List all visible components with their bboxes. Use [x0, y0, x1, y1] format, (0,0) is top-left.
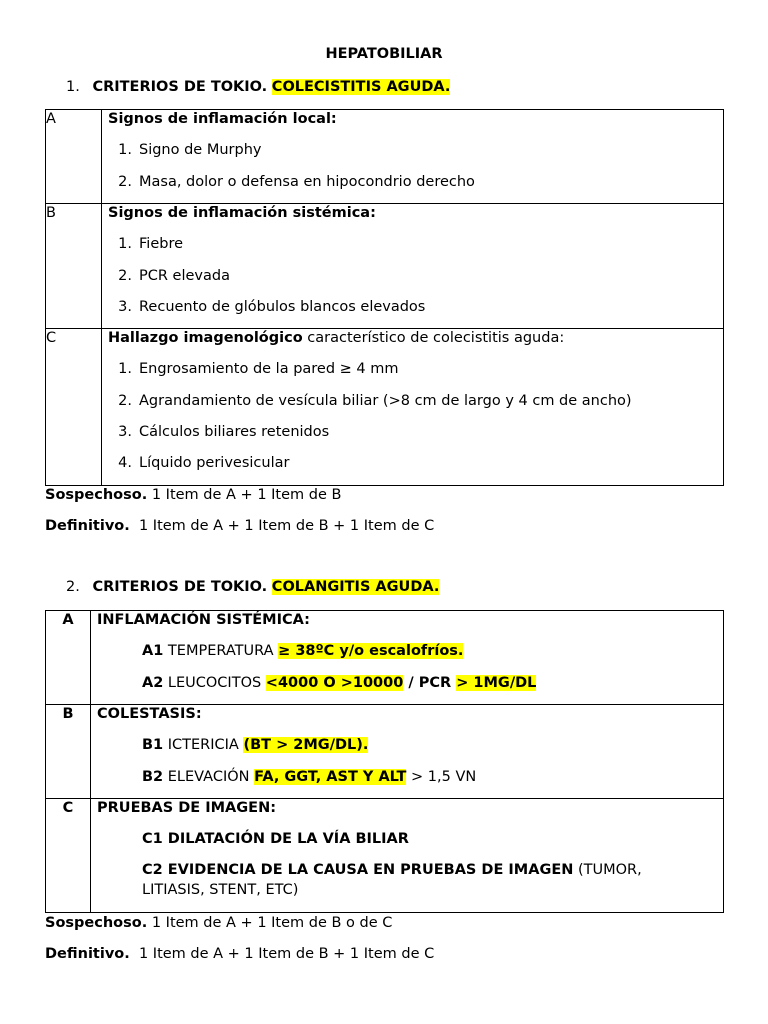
section1-sospechoso: Sospechoso. 1 Item de A + 1 Item de B	[45, 487, 342, 503]
list-item: B1 ICTERICIA (BT > 2MG/DL).	[142, 737, 369, 753]
section1-heading-highlight: COLECISTITIS AGUDA.	[271, 79, 451, 95]
list-item: 2. Agrandamiento de vesícula biliar (>8 cm de largo y 4 cm de ancho)	[118, 393, 632, 409]
table-row	[46, 611, 724, 705]
section2-definitivo: Definitivo. 1 Item de A + 1 Item de B + 1 Item de C	[45, 946, 435, 962]
row-title: COLESTASIS:	[97, 706, 202, 722]
section2-number: 2.	[66, 579, 80, 595]
list-item: A1 TEMPERATURA ≥ 38ºC y/o escalofríos.	[142, 643, 464, 659]
section2-sospechoso: Sospechoso. 1 Item de A + 1 Item de B o de C	[45, 915, 393, 931]
section1-definitivo: Definitivo. 1 Item de A + 1 Item de B + 1 Item de C	[45, 518, 435, 534]
tokyo-colangitis-table	[45, 610, 724, 913]
section1-number: 1.	[66, 79, 80, 95]
section2-heading-text: CRITERIOS DE TOKIO.	[92, 579, 268, 595]
list-item: 1. Engrosamiento de la pared ≥ 4 mm	[118, 361, 399, 377]
list-item-continuation: LITIASIS, STENT, ETC)	[142, 882, 299, 898]
row-letter: C	[46, 799, 91, 913]
table-row	[46, 329, 724, 486]
section1-heading-text: CRITERIOS DE TOKIO.	[92, 79, 268, 95]
list-item: 1. Signo de Murphy	[118, 142, 262, 158]
row-title: Signos de inflamación local:	[108, 111, 337, 127]
list-item: A2 LEUCOCITOS <4000 O >10000 / PCR > 1MG/DL	[142, 675, 537, 691]
row-letter: B	[46, 204, 102, 329]
list-item: C1 DILATACIÓN DE LA VÍA BILIAR	[142, 831, 409, 847]
section1-heading	[66, 78, 450, 96]
list-item: 1. Fiebre	[118, 236, 184, 252]
row-letter: A	[46, 611, 91, 705]
list-item: 3. Cálculos biliares retenidos	[118, 424, 330, 440]
table-row	[46, 799, 724, 913]
table-row	[46, 204, 724, 329]
list-item: B2 ELEVACIÓN FA, GGT, AST Y ALT > 1,5 VN	[142, 769, 477, 785]
list-item: 2. PCR elevada	[118, 268, 230, 284]
list-item: 3. Recuento de glóbulos blancos elevados	[118, 299, 426, 315]
tokyo-colecistitis-table	[45, 109, 724, 486]
list-item: C2 EVIDENCIA DE LA CAUSA EN PRUEBAS DE IMAGEN (TUMOR,	[142, 862, 642, 878]
list-item: 2. Masa, dolor o defensa en hipocondrio derecho	[118, 174, 475, 190]
row-title: INFLAMACIÓN SISTÉMICA:	[97, 612, 310, 628]
table-row	[46, 705, 724, 799]
row-title: Hallazgo imagenológico característico de colecistitis aguda:	[108, 330, 565, 346]
row-letter: A	[46, 110, 102, 204]
row-letter: C	[46, 329, 102, 486]
section2-heading-highlight: COLANGITIS AGUDA.	[271, 579, 440, 595]
row-title: PRUEBAS DE IMAGEN:	[97, 800, 277, 816]
table-row	[46, 110, 724, 204]
list-item: 4. Líquido perivesicular	[118, 455, 290, 471]
section2-heading	[66, 578, 439, 596]
row-letter: B	[46, 705, 91, 799]
row-title: Signos de inflamación sistémica:	[108, 205, 376, 221]
page-title: HEPATOBILIAR	[325, 46, 443, 62]
